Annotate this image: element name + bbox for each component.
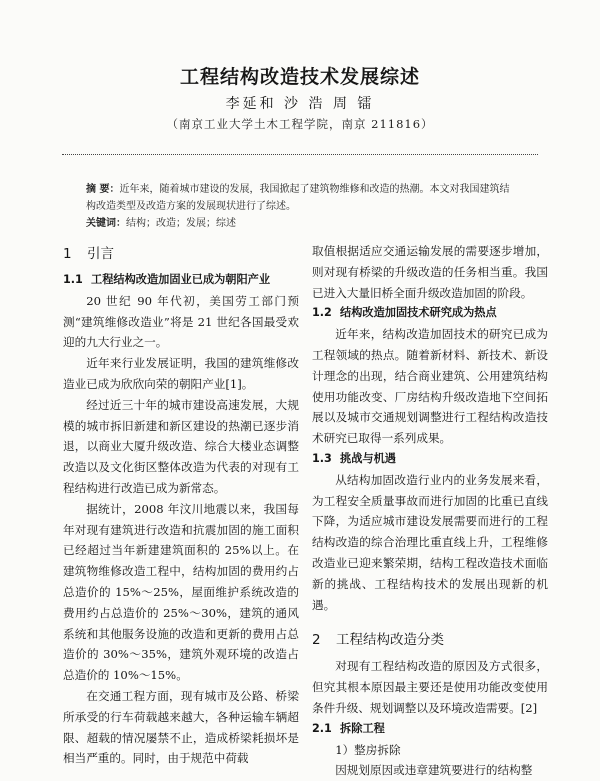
subsection-title: 拆除工程 — [340, 721, 385, 735]
section-title: 引言 — [87, 246, 114, 262]
subsection-title: 挑战与机遇 — [340, 451, 396, 465]
subsection-heading-2-1 — [312, 719, 548, 740]
body-paragraph: 经过近三十年的城市建设高速发展，大规模的城市拆旧新建和新区建设的热潮已逐步消退，以商业大厦升级改造、综合大楼业态调整改造以及文化街区整体改造为代表的对现有工程结构进行改造已成为新常态。 — [63, 397, 299, 495]
author-affiliation: （南京工业大学土木工程学院，南京 211816） — [166, 117, 434, 131]
abstract-text: 近年来，随着城市建设的发展，我国掀起了建筑物维修和改造的热潮。本文对我国建筑结构改造类型及改造方案的发展现状进行了综述。 — [86, 184, 510, 212]
subsection-title: 结构改造加固技术研究成为热点 — [340, 306, 497, 320]
section-number: 2 — [312, 632, 321, 649]
right-column — [312, 241, 548, 781]
subsection-heading-1-2 — [312, 303, 548, 324]
body-paragraph: 近年来行业发展证明，我国的建筑维修改造业已成为欣欣向荣的朝阳产业[1]。 — [63, 356, 299, 391]
paper-authors: 李延和 沙 浩 周 镭 — [225, 96, 375, 112]
header-divider — [62, 154, 538, 155]
body-paragraph: 20 世纪 90 年代初，美国劳工部门预测“建筑维修改造业”将是 21 世纪各国最受欢迎的九大行业之一。 — [63, 293, 299, 350]
keywords-label: 关键词： — [86, 218, 126, 229]
section-heading-1 — [63, 243, 299, 265]
body-paragraph: 据统计，2008 年汶川地震以来，我国每年对现有建筑进行改造和抗震加固的施工面积已经超过当年新建建筑面积的 25%以上。在建筑物维修改造工程中，结构加固的费用约占总造价的 15%～25%，屋面维护系统改造的费用约占总造价的 25%～30%，建筑的通风系统和其他服务设施的改造和更新的费用占总造价的 30%～35%，建筑外观环境的改造占总造价的 10%～15%。 — [63, 501, 299, 683]
subsection-title: 工程结构改造加固业已成为朝阳产业 — [91, 273, 271, 286]
section-heading-2 — [312, 629, 548, 651]
left-column — [63, 243, 299, 769]
abstract-label: 摘 要： — [86, 184, 120, 195]
section-number: 1 — [63, 246, 72, 262]
body-paragraph-continued: 取值根据适应交通运输发展的需要逐步增加，则对现有桥梁的升级改造的任务相当重。我国已进入大量旧桥全面升级改造加固的阶段。 — [312, 244, 548, 300]
body-paragraph: 在交通工程方面，现有城市及公路、桥梁所承受的行车荷载越来越大，各种运输车辆超限、超载的情况屡禁不止，造成桥梁耗损坏是相当严重的。同时，由于规范中荷载 — [63, 688, 299, 766]
subsection-heading-1-3 — [312, 449, 548, 470]
paper-title: 工程结构改造技术发展综述 — [179, 66, 420, 88]
body-paragraph: 从结构加固改造行业内的业务发展来看，为工程安全质量事故而进行加固的比重已直线下降，为适应城市建设发展需要而进行的工程结构改造的综合治理比重直线上升，工程维修改造业已迎来繁荣期，结构工程改造技术面临新的挑战、工程结构技术的发展出现新的机遇。 — [312, 472, 548, 612]
keywords-text: 结构；改造；发展；综述 — [126, 218, 236, 229]
subsection-number: 1.1 — [63, 273, 83, 286]
section-title: 工程结构改造分类 — [336, 632, 444, 649]
body-paragraph: 对现有工程结构改造的原因及方式很多，但究其根本原因最主要还是使用功能改变使用条件升级、规划调整以及环境改造需要。[2] — [312, 659, 548, 715]
subsection-number: 2.1 — [312, 721, 332, 735]
item-heading: 1）整房拆除 — [335, 742, 401, 757]
subsection-heading-1-1 — [63, 270, 299, 291]
body-paragraph: 因规划原因或违章建筑要进行的结构整 — [335, 763, 533, 778]
subsection-number: 1.2 — [312, 306, 332, 320]
subsection-number: 1.3 — [312, 451, 332, 465]
body-paragraph: 近年来，结构改造加固技术的研究已成为工程领域的热点。随着新材料、新技术、新设计理念的出现，结合商业建筑、公用建筑结构使用功能改变、厂房结构升级改造地下空间拓展以及城市交通规划调整进行工程结构改造技术研究已取得一系列成果。 — [312, 327, 548, 446]
abstract-block — [86, 181, 518, 232]
